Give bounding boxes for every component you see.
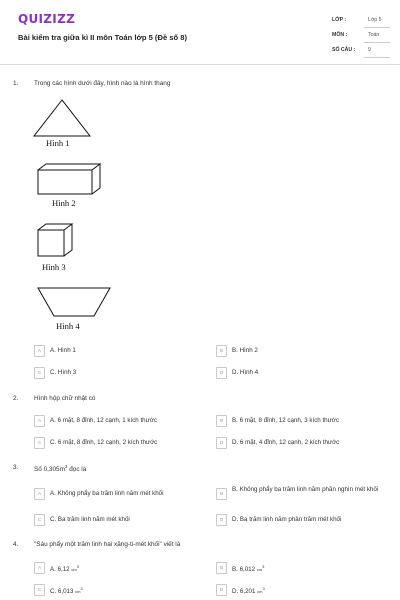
meta-count — [332, 44, 390, 59]
option-text — [232, 564, 264, 573]
option-letter-badge: A — [34, 488, 45, 500]
option-letter-badge: C — [34, 367, 45, 379]
option-letter-badge: A — [34, 345, 45, 357]
option-letter-badge: B — [216, 345, 227, 357]
question-3-text — [34, 464, 86, 473]
option-unit-exponent: 3 — [262, 586, 265, 591]
option-unit: cm — [75, 589, 81, 595]
option-unit-exponent: 3 — [262, 564, 265, 569]
figure-cuboid — [36, 162, 102, 196]
meta-count-value: 9 — [368, 47, 371, 53]
option-text — [50, 564, 79, 573]
figure-1-label: Hình 1 — [46, 138, 70, 148]
meta-class-key: LỚP : — [332, 17, 347, 23]
question-2-number: 2. — [13, 395, 19, 402]
option-letter-badge: C — [34, 584, 45, 596]
option-text — [232, 586, 265, 595]
figure-4-label: Hình 4 — [56, 321, 80, 331]
meta-class — [332, 14, 390, 29]
option-letter-badge: C — [34, 514, 45, 526]
option-text: D. Ba trăm linh năm phần trăm mét khối — [232, 516, 342, 523]
option-unit-exponent: 3 — [80, 586, 83, 591]
option-value: B. 6,012 — [232, 566, 256, 574]
figure-3-label: Hình 3 — [42, 262, 66, 272]
question-4-text: "Sáu phẩy một trăm linh hai xăng-ti-mét khối" viết là — [34, 541, 181, 548]
quizizz-logo: QUIZIZZ — [18, 12, 76, 26]
option-letter-badge: D — [216, 437, 227, 449]
question-3-exponent: 3 — [64, 464, 68, 469]
option-text: A. Không phẩy ba trăm linh năm mét khối — [50, 490, 164, 497]
question-3-text-after: đọc là — [67, 466, 87, 474]
option-text: A. Hình 1 — [50, 347, 76, 354]
option-text: C. Ba trăm linh năm mét khối — [50, 516, 130, 523]
figure-trapezoid — [36, 286, 112, 318]
option-text — [50, 586, 83, 595]
meta-underline — [364, 42, 390, 43]
option-letter-badge: B — [216, 415, 227, 427]
option-unit: cm — [257, 589, 263, 595]
worksheet-meta — [332, 14, 390, 59]
question-1-number: 1. — [13, 80, 19, 87]
meta-subject — [332, 29, 390, 44]
question-4-number: 4. — [13, 541, 19, 548]
question-3-number: 3. — [13, 464, 19, 471]
option-letter-badge: A — [34, 562, 45, 574]
option-text: B. Hình 2 — [232, 347, 258, 354]
figure-triangle — [32, 98, 92, 138]
option-unit-exponent: 3 — [76, 564, 79, 569]
option-letter-badge: D — [216, 367, 227, 379]
option-letter-badge: D — [216, 514, 227, 526]
option-text: B. 6 mặt, 8 đỉnh, 12 cạnh, 3 kích thước — [232, 417, 339, 424]
question-3-text-before: Số 0,305m — [34, 466, 65, 474]
option-text: C. 6 mặt, 8 đỉnh, 12 cạnh, 2 kích thước — [50, 439, 158, 446]
option-text: B. Không phẩy ba trăm linh năm phần nghìn mét khối — [232, 486, 379, 493]
meta-subject-key: MÔN : — [332, 32, 348, 38]
option-text: A. 6 mặt, 8 đỉnh, 12 cạnh, 1 kích thước — [50, 417, 157, 424]
meta-count-key: SỐ CÂU : — [332, 47, 356, 53]
figure-2-label: Hình 2 — [52, 198, 76, 208]
option-letter-badge: B — [216, 488, 227, 500]
option-letter-badge: C — [34, 437, 45, 449]
option-letter-badge: A — [34, 415, 45, 427]
worksheet-header — [0, 0, 400, 65]
meta-underline — [364, 27, 390, 28]
option-unit: cm — [256, 567, 263, 573]
question-1-text: Trong các hình dưới đây, hình nào là hình thang — [34, 80, 171, 87]
option-value: D. 6,201 — [232, 588, 256, 596]
option-value: A. 6,12 — [50, 566, 70, 574]
option-letter-badge: B — [216, 562, 227, 574]
question-2-text: Hình hộp chữ nhật có — [34, 395, 96, 402]
option-text: D. 6 mặt, 4 đỉnh, 12 cạnh, 2 kích thước — [232, 439, 340, 446]
worksheet-title: Bài kiểm tra giữa kì II môn Toán lớp 5 (Đề số 8) — [18, 33, 187, 42]
option-value: C. 6,013 — [50, 588, 74, 596]
figure-cube — [36, 222, 76, 258]
option-text: D. Hình 4 — [232, 369, 259, 376]
option-text: C. Hình 3 — [50, 369, 77, 376]
meta-underline — [364, 57, 390, 58]
option-letter-badge: D — [216, 584, 227, 596]
meta-subject-value: Toán — [368, 32, 380, 38]
option-unit: cm — [71, 567, 77, 573]
meta-class-value: Lớp 5 — [368, 17, 382, 23]
